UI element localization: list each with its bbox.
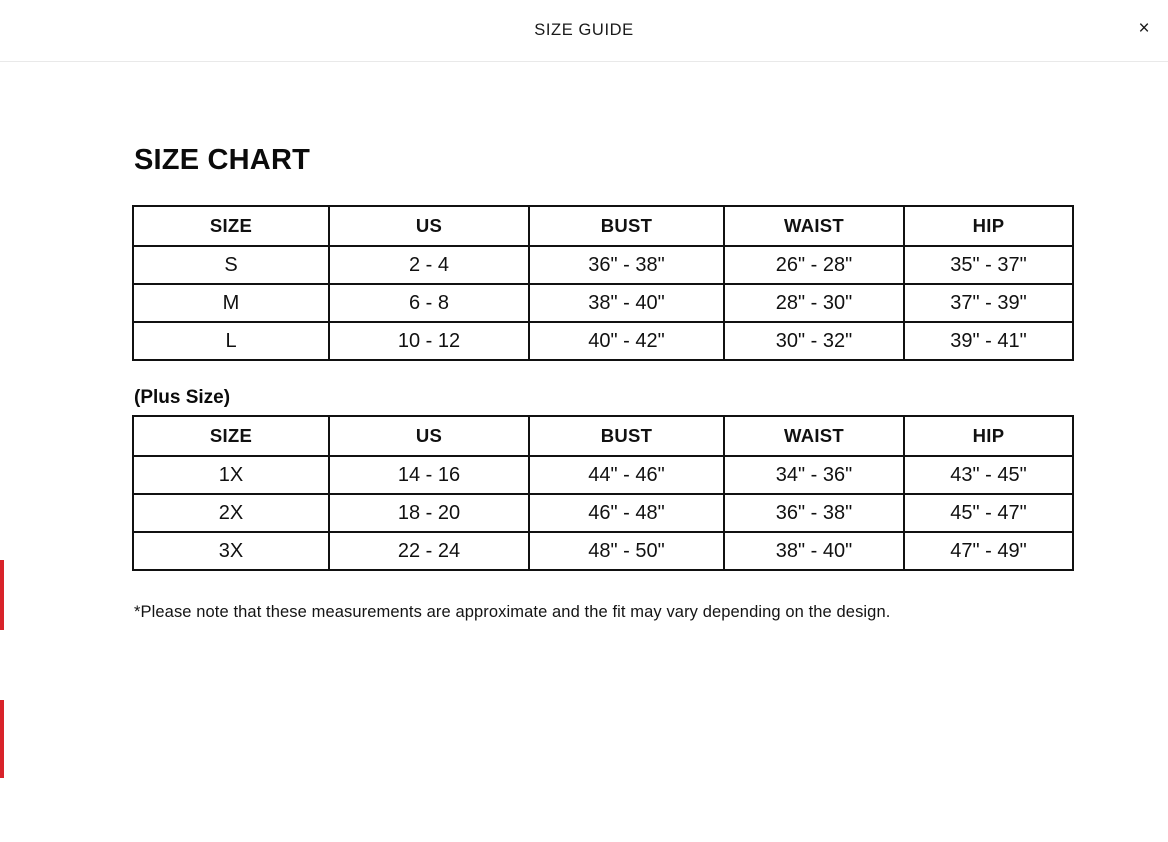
- cell-hip: 47" - 49": [904, 532, 1073, 570]
- table-row: [133, 246, 1073, 284]
- cell-bust: 38" - 40": [529, 284, 724, 322]
- cell-bust: 46" - 48": [529, 494, 724, 532]
- cell-us: 22 - 24: [329, 532, 529, 570]
- table-header-row: [133, 416, 1073, 456]
- column-header-us: US: [329, 416, 529, 456]
- column-header-hip: HIP: [904, 416, 1073, 456]
- cell-us: 2 - 4: [329, 246, 529, 284]
- column-header-bust: BUST: [529, 416, 724, 456]
- column-header-waist: WAIST: [724, 416, 904, 456]
- table-row: [133, 532, 1073, 570]
- column-header-waist: WAIST: [724, 206, 904, 246]
- standard-size-table: [132, 205, 1074, 361]
- column-header-hip: HIP: [904, 206, 1073, 246]
- page-title: SIZE GUIDE: [534, 21, 634, 39]
- cell-hip: 35" - 37": [904, 246, 1073, 284]
- cell-us: 6 - 8: [329, 284, 529, 322]
- table-header-row: [133, 206, 1073, 246]
- cell-size: M: [133, 284, 329, 322]
- plus-size-label: (Plus Size): [134, 387, 231, 408]
- cell-hip: 37" - 39": [904, 284, 1073, 322]
- cell-waist: 36" - 38": [724, 494, 904, 532]
- cell-bust: 40" - 42": [529, 322, 724, 360]
- close-icon[interactable]: ×: [1130, 14, 1158, 42]
- size-guide-content: [0, 144, 1168, 622]
- cell-bust: 36" - 38": [529, 246, 724, 284]
- cell-hip: 43" - 45": [904, 456, 1073, 494]
- table-row: [133, 322, 1073, 360]
- cell-size: 2X: [133, 494, 329, 532]
- cell-size: 3X: [133, 532, 329, 570]
- page-edge-accent-top: [0, 560, 4, 630]
- cell-bust: 44" - 46": [529, 456, 724, 494]
- cell-us: 10 - 12: [329, 322, 529, 360]
- cell-size: 1X: [133, 456, 329, 494]
- page-edge-accent-bottom: [0, 700, 4, 778]
- cell-waist: 30" - 32": [724, 322, 904, 360]
- cell-us: 18 - 20: [329, 494, 529, 532]
- modal-header: [0, 0, 1168, 62]
- measurement-footnote: *Please note that these measurements are approximate and the fit may vary depending on the design.: [134, 603, 891, 621]
- cell-bust: 48" - 50": [529, 532, 724, 570]
- table-row: [133, 494, 1073, 532]
- cell-us: 14 - 16: [329, 456, 529, 494]
- column-header-bust: BUST: [529, 206, 724, 246]
- cell-waist: 28" - 30": [724, 284, 904, 322]
- column-header-size: SIZE: [133, 206, 329, 246]
- cell-waist: 38" - 40": [724, 532, 904, 570]
- column-header-us: US: [329, 206, 529, 246]
- cell-size: S: [133, 246, 329, 284]
- plus-size-table: [132, 415, 1074, 571]
- table-row: [133, 456, 1073, 494]
- table-row: [133, 284, 1073, 322]
- cell-hip: 45" - 47": [904, 494, 1073, 532]
- size-chart-heading: SIZE CHART: [134, 144, 310, 176]
- cell-size: L: [133, 322, 329, 360]
- cell-waist: 26" - 28": [724, 246, 904, 284]
- cell-hip: 39" - 41": [904, 322, 1073, 360]
- column-header-size: SIZE: [133, 416, 329, 456]
- cell-waist: 34" - 36": [724, 456, 904, 494]
